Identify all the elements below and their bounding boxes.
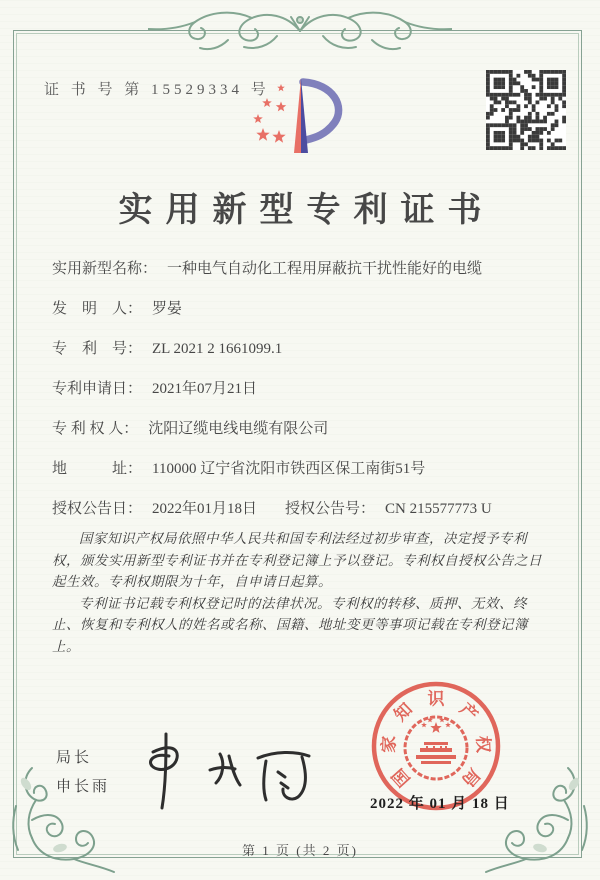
field-value: 一种电气自动化工程用屏蔽抗干扰性能好的电缆 xyxy=(167,261,483,277)
field-row-filing-date xyxy=(52,377,257,398)
national-emblem xyxy=(405,717,467,779)
page-footer: 第 1 页 (共 2 页) xyxy=(242,843,358,858)
seal-text-ring xyxy=(378,690,494,791)
cnipa-logo-p-bowl xyxy=(303,82,339,140)
field-label: 发 明 人： xyxy=(52,301,143,317)
svg-text:识: 识 xyxy=(427,689,445,709)
field-label: 专 利 权 人： xyxy=(52,421,139,437)
qr-code xyxy=(486,70,566,150)
signer-name: 申长雨 xyxy=(56,779,111,795)
signer-title: 局长 xyxy=(56,750,93,766)
legal-text-block xyxy=(52,528,548,657)
certificate-number: 证 书 号 第 15529334 号 xyxy=(44,82,270,98)
svg-text:产: 产 xyxy=(455,699,482,725)
seal-date: 2022 年 01 月 18 日 xyxy=(370,796,510,812)
field-row-address xyxy=(52,457,425,478)
handwritten-signature xyxy=(125,728,325,818)
svg-text:局: 局 xyxy=(458,764,484,791)
field-row-inventor xyxy=(52,297,182,318)
field-label: 专 利 号： xyxy=(52,341,143,357)
grant-number-label: 授权公告号： xyxy=(285,501,376,517)
field-label: 地 址： xyxy=(52,461,143,477)
grant-date-value: 2022年01月18日 xyxy=(152,501,258,517)
legal-paragraph-2: 专利证书记载专利权登记时的法律状况。专利权的转移、质押、无效、终止、恢复和专利权人的姓名或名称、国籍、地址变更等事项记载在专利登记簿上。 xyxy=(52,595,528,654)
field-value: 2021年07月21日 xyxy=(152,381,258,397)
field-value: 罗晏 xyxy=(152,301,183,317)
certificate-title: 实用新型专利证书 xyxy=(118,192,495,229)
cnipa-logo-stars xyxy=(253,84,286,143)
svg-text:知: 知 xyxy=(390,699,417,725)
cnipa-logo xyxy=(222,74,378,158)
svg-text:权: 权 xyxy=(473,735,493,754)
field-value: ZL 2021 2 1661099.1 xyxy=(152,341,283,357)
field-label: 专利申请日： xyxy=(52,381,143,397)
field-row-patent-number xyxy=(52,337,282,358)
field-row-grant xyxy=(52,497,548,518)
cnipa-logo-spike-red xyxy=(294,78,301,153)
field-label: 实用新型名称： xyxy=(52,261,158,277)
field-row-patentee xyxy=(52,417,328,438)
field-row-invention-name xyxy=(52,257,482,278)
floral-border-ornament-top xyxy=(148,4,452,58)
grant-number-value: CN 215577773 U xyxy=(385,501,492,517)
svg-text:国: 国 xyxy=(388,764,414,791)
field-value: 110000 辽宁省沈阳市铁西区保工南街51号 xyxy=(152,461,426,477)
svg-text:家: 家 xyxy=(379,735,399,754)
grant-date-label: 授权公告日： xyxy=(52,501,143,517)
field-value: 沈阳辽缆电线电缆有限公司 xyxy=(148,421,329,437)
legal-paragraph-1: 国家知识产权局依照中华人民共和国专利法经过初步审查，决定授予专利权，颁发实用新型专利证书并在专利登记簿上予以登记。专利权自授权公告之日起生效。专利权期限为十年，自申请日起算。 xyxy=(52,531,542,589)
